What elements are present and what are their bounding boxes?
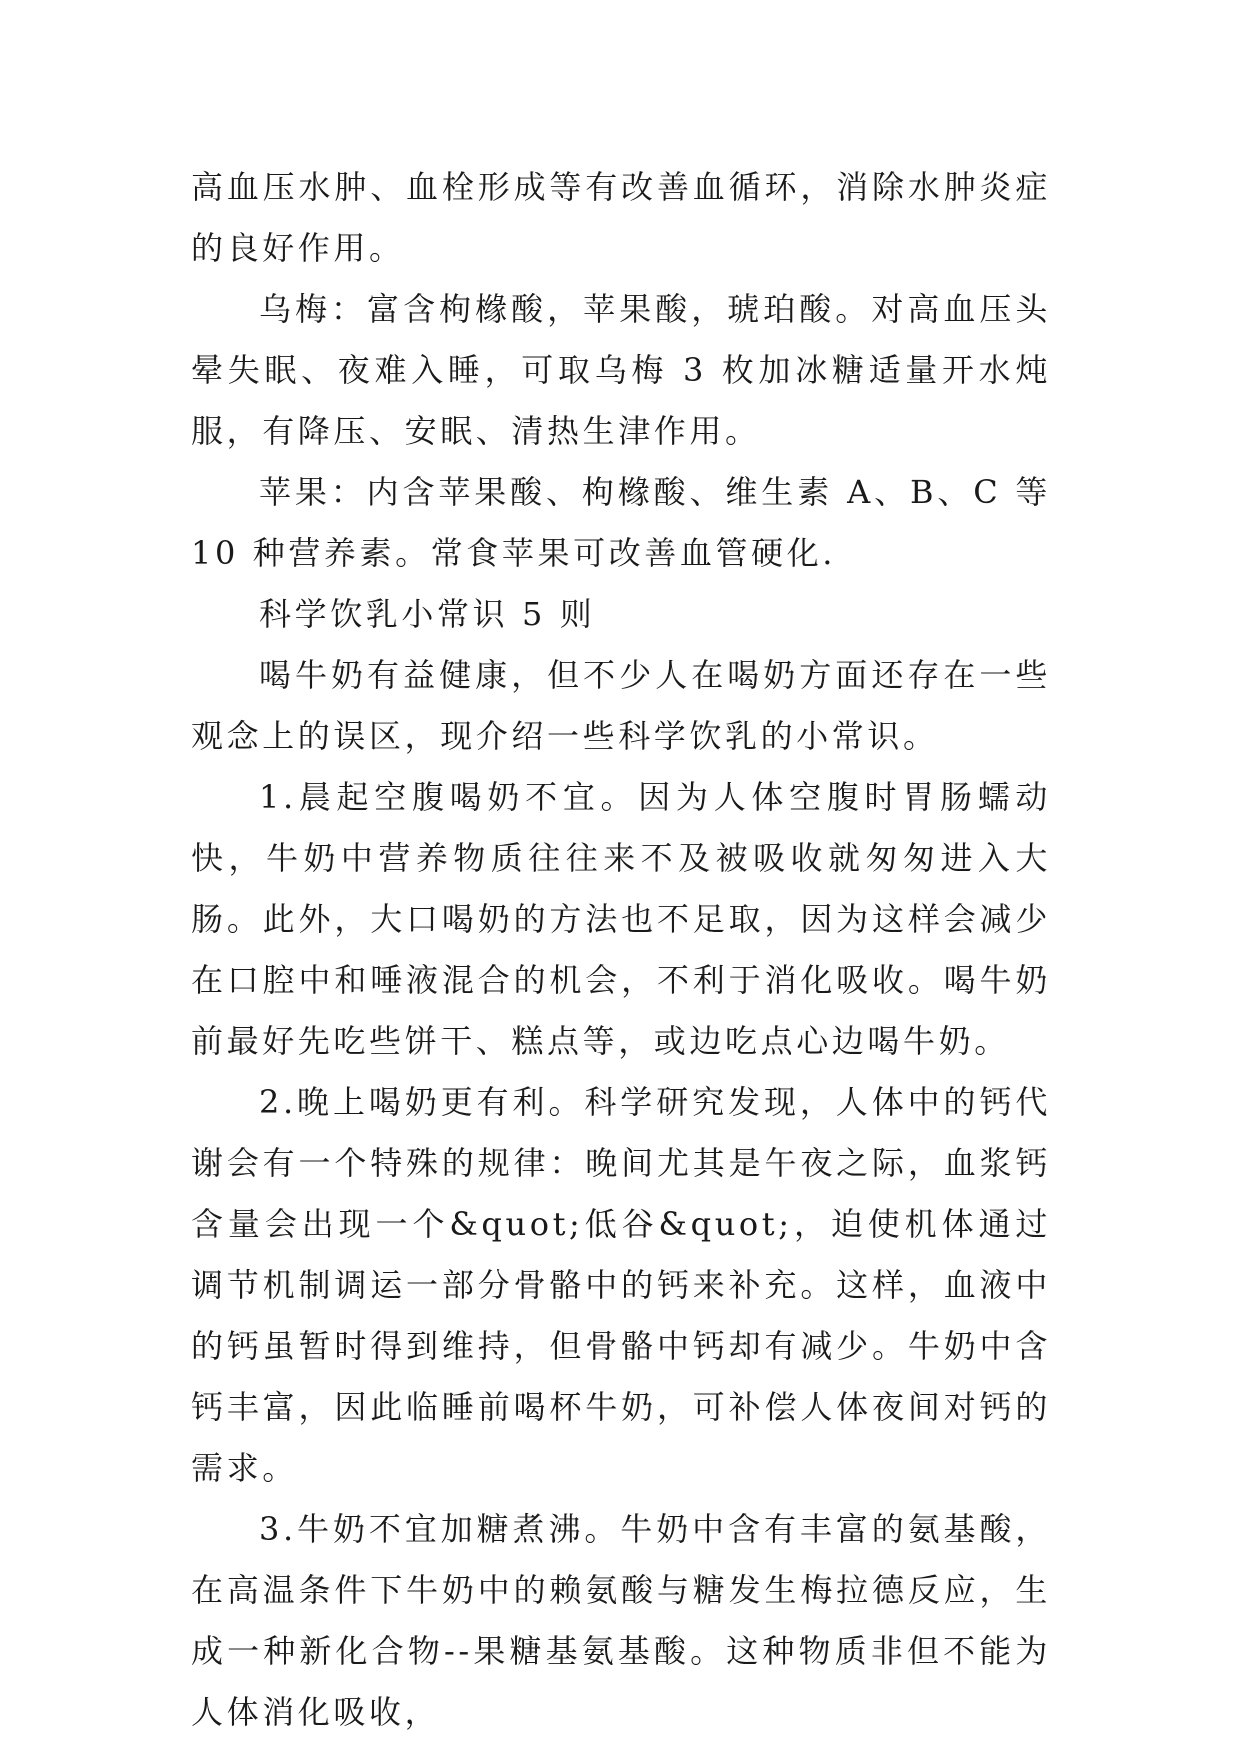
paragraph-wumei: 乌梅：富含枸橼酸，苹果酸，琥珀酸。对高血压头晕失眠、夜难入睡，可取乌梅 3 枚加冰糖适量开水炖服，有降压、安眠、清热生津作用。: [191, 290, 1051, 450]
paragraph-tip-2: 2.晚上喝奶更有利。科学研究发现，人体中的钙代谢会有一个特殊的规律：晚间尤其是午夜之际，血浆钙含量会出现一个&quot;低谷&quot;，迫使机体通过调节机制调运一部分骨骼中的钙来补充。这样，血液中的钙虽暂时得到维持，但骨骼中钙却有减少。牛奶中含钙丰富，因此临睡前喝杯牛奶，可补偿人体夜间对钙的需求。: [191, 1083, 1051, 1487]
paragraph-apple: 苹果：内含苹果酸、枸橼酸、维生素 A、B、C 等 10 种营养素。常食苹果可改善血管硬化.: [191, 473, 1051, 572]
paragraph-tip-1: 1.晨起空腹喝奶不宜。因为人体空腹时胃肠蠕动快，牛奶中营养物质往往来不及被吸收就匆匆进入大肠。此外，大口喝奶的方法也不足取，因为这样会减少在口腔中和唾液混合的机会，不利于消化吸收。喝牛奶前最好先吃些饼干、糕点等，或边吃点心边喝牛奶。: [191, 778, 1051, 1060]
section-title: 科学饮乳小常识 5 则: [259, 595, 596, 633]
paragraph-tip-3: 3.牛奶不宜加糖煮沸。牛奶中含有丰富的氨基酸，在高温条件下牛奶中的赖氨酸与糖发生梅拉德反应，生成一种新化合物--果糖基氨基酸。这种物质非但不能为人体消化吸收，: [191, 1510, 1051, 1731]
paragraph-continuation: 高血压水肿、血栓形成等有改善血循环，消除水肿炎症的良好作用。: [191, 168, 1051, 267]
paragraph-intro: 喝牛奶有益健康，但不少人在喝奶方面还存在一些观念上的误区，现介绍一些科学饮乳的小常识。: [191, 656, 1051, 755]
document-body: [191, 157, 1051, 1743]
